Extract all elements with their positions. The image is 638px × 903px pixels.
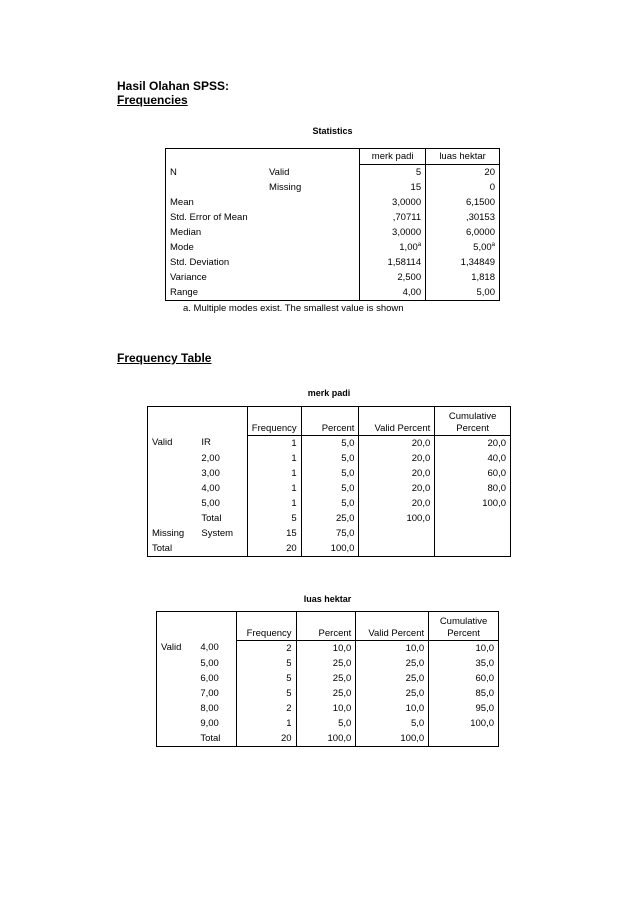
valid-label: Valid (148, 435, 198, 451)
percent-cell: 10,0 (296, 701, 356, 716)
merk-padi-header-row (148, 407, 511, 436)
frequency-cell: 1 (247, 481, 301, 496)
table-row (148, 435, 511, 451)
col-valid-percent: Valid Percent (356, 612, 429, 641)
header-line: Cumulative (439, 615, 488, 627)
percent-cell: 75,0 (301, 526, 359, 541)
row-value: Total (201, 512, 222, 524)
cumulative-cell: 100,0 (429, 716, 499, 731)
frequency-cell: 2 (236, 640, 296, 656)
stat-value: 4,00 (360, 285, 426, 301)
row-value: 4,00 (200, 642, 219, 654)
percent-cell: 25,0 (296, 671, 356, 686)
statistics-footnote: a. Multiple modes exist. The smallest value is shown (183, 303, 404, 314)
statistics-header-row (166, 149, 500, 165)
valid-percent-cell: 5,0 (356, 716, 429, 731)
valid-percent-cell: 25,0 (356, 686, 429, 701)
row-value: 7,00 (200, 687, 219, 699)
table-row (157, 686, 499, 701)
stat-value: 0 (426, 180, 500, 195)
percent-cell: 25,0 (301, 511, 359, 526)
cumulative-cell: 60,0 (429, 671, 499, 686)
merk-padi-table (147, 406, 511, 557)
col-frequency: Frequency (247, 407, 301, 436)
frequency-cell: 1 (247, 435, 301, 451)
frequency-cell: 5 (236, 686, 296, 701)
table-row (148, 526, 511, 541)
cumulative-cell: 35,0 (429, 656, 499, 671)
missing-label: Missing (269, 182, 302, 193)
table-row (148, 496, 511, 511)
statistics-table (165, 148, 500, 301)
cumulative-cell (429, 731, 499, 747)
cumulative-cell: 85,0 (429, 686, 499, 701)
total-label: Total (148, 541, 248, 557)
frequency-cell: 20 (247, 541, 301, 557)
percent-cell: 10,0 (296, 640, 356, 656)
table-row (157, 731, 499, 747)
cumulative-cell: 40,0 (435, 451, 511, 466)
col-frequency: Frequency (236, 612, 296, 641)
table-row (148, 466, 511, 481)
stat-row-median (166, 225, 500, 240)
table-row (148, 481, 511, 496)
mode-value: 5,00 (473, 242, 492, 253)
stat-label: Median (166, 225, 360, 240)
frequency-cell: 5 (236, 656, 296, 671)
row-value: 9,00 (200, 717, 219, 729)
cumulative-cell: 10,0 (429, 640, 499, 656)
cumulative-cell: 20,0 (435, 435, 511, 451)
valid-label: Valid (157, 640, 197, 656)
percent-cell: 5,0 (301, 435, 359, 451)
stat-value: 1,34849 (426, 255, 500, 270)
valid-label: Valid (269, 166, 290, 178)
table-row (157, 716, 499, 731)
table-row (148, 511, 511, 526)
percent-cell: 100,0 (301, 541, 359, 557)
stat-value: 1,818 (426, 270, 500, 285)
mode-value: 1,00 (399, 242, 418, 253)
col-cumulative-percent (435, 407, 511, 436)
header-line: Percent (456, 422, 489, 434)
stat-label: Std. Deviation (166, 255, 360, 270)
cumulative-cell: 100,0 (435, 496, 511, 511)
frequency-cell: 20 (236, 731, 296, 747)
valid-percent-cell: 10,0 (356, 640, 429, 656)
cumulative-cell: 80,0 (435, 481, 511, 496)
valid-percent-cell: 20,0 (359, 451, 435, 466)
stat-value: 5,00 (426, 285, 500, 301)
stat-label: Std. Error of Mean (166, 210, 360, 225)
stat-value: 1,58114 (360, 255, 426, 270)
stat-value: 5 (360, 165, 426, 181)
valid-percent-cell: 20,0 (359, 481, 435, 496)
valid-percent-cell: 25,0 (356, 671, 429, 686)
table-row (157, 640, 499, 656)
stat-label: Mode (166, 240, 360, 255)
stat-value: 3,0000 (360, 195, 426, 210)
merk-padi-title: merk padi (307, 388, 351, 398)
stat-label: Variance (166, 270, 360, 285)
row-value: 2,00 (201, 452, 220, 464)
valid-percent-cell: 10,0 (356, 701, 429, 716)
stat-row-sem (166, 210, 500, 225)
stat-value: 3,0000 (360, 225, 426, 240)
header-line: Cumulative (448, 410, 497, 422)
frequency-cell: 2 (236, 701, 296, 716)
stat-row-range (166, 285, 500, 301)
row-value: 4,00 (201, 482, 220, 494)
statistics-title: Statistics (312, 126, 353, 136)
col-cumulative-percent (429, 612, 499, 641)
frequency-cell: 1 (247, 496, 301, 511)
valid-percent-cell: 20,0 (359, 496, 435, 511)
table-row (157, 671, 499, 686)
frequency-cell: 1 (236, 716, 296, 731)
footnote-marker: a (491, 241, 495, 248)
stat-value: ,70711 (360, 210, 426, 225)
stat-value: 15 (360, 180, 426, 195)
col-percent: Percent (296, 612, 356, 641)
stat-value: 6,0000 (426, 225, 500, 240)
luas-hektar-title: luas hektar (303, 594, 352, 604)
stat-value (360, 240, 426, 255)
stat-value (426, 240, 500, 255)
percent-cell: 5,0 (296, 716, 356, 731)
col-luas-hektar: luas hektar (426, 149, 500, 165)
footnote-marker: a (417, 241, 422, 248)
percent-cell: 5,0 (301, 481, 359, 496)
row-value: IR (201, 437, 211, 449)
section-heading-frequency-table: Frequency Table (117, 351, 212, 365)
valid-percent-cell: 20,0 (359, 466, 435, 481)
percent-cell: 25,0 (296, 656, 356, 671)
frequency-cell: 1 (247, 466, 301, 481)
frequency-cell: 1 (247, 451, 301, 466)
stat-value: 20 (426, 165, 500, 181)
stat-row-valid (166, 165, 500, 181)
stat-value: 6,1500 (426, 195, 500, 210)
percent-cell: 100,0 (296, 731, 356, 747)
row-value: 6,00 (200, 672, 219, 684)
stat-value: 2,500 (360, 270, 426, 285)
frequency-cell: 15 (247, 526, 301, 541)
frequency-cell: 5 (236, 671, 296, 686)
cumulative-cell (435, 511, 511, 526)
luas-hektar-header-row (157, 612, 499, 641)
row-value: 5,00 (200, 657, 219, 669)
missing-label: Missing (148, 526, 198, 541)
cumulative-cell: 95,0 (429, 701, 499, 716)
percent-cell: 5,0 (301, 496, 359, 511)
luas-hektar-table (156, 611, 499, 747)
row-value: 5,00 (201, 497, 220, 509)
frequency-cell: 5 (247, 511, 301, 526)
stat-row-sd (166, 255, 500, 270)
stat-value: ,30153 (426, 210, 500, 225)
table-row (148, 541, 511, 557)
header-line: Percent (447, 627, 480, 639)
row-value: 3,00 (201, 467, 220, 479)
valid-percent-cell: 25,0 (356, 656, 429, 671)
percent-cell: 5,0 (301, 466, 359, 481)
document-title: Hasil Olahan SPSS: (117, 79, 230, 93)
col-merk-padi: merk padi (360, 149, 426, 165)
system-label: System (201, 527, 234, 539)
stat-row-variance (166, 270, 500, 285)
row-value: 8,00 (200, 702, 219, 714)
stat-row-mean (166, 195, 500, 210)
stat-row-mode (166, 240, 500, 255)
row-value: Total (196, 731, 236, 747)
n-label: N (166, 165, 266, 181)
table-row (157, 656, 499, 671)
stat-row-missing (166, 180, 500, 195)
valid-percent-cell: 100,0 (359, 511, 435, 526)
valid-percent-cell: 20,0 (359, 435, 435, 451)
col-percent: Percent (301, 407, 359, 436)
col-valid-percent: Valid Percent (359, 407, 435, 436)
stat-label: Range (166, 285, 360, 301)
percent-cell: 5,0 (301, 451, 359, 466)
section-heading-frequencies: Frequencies (117, 93, 188, 107)
valid-percent-cell: 100,0 (356, 731, 429, 747)
percent-cell: 25,0 (296, 686, 356, 701)
cumulative-cell: 60,0 (435, 466, 511, 481)
table-row (157, 701, 499, 716)
stat-label: Mean (166, 195, 360, 210)
table-row (148, 451, 511, 466)
